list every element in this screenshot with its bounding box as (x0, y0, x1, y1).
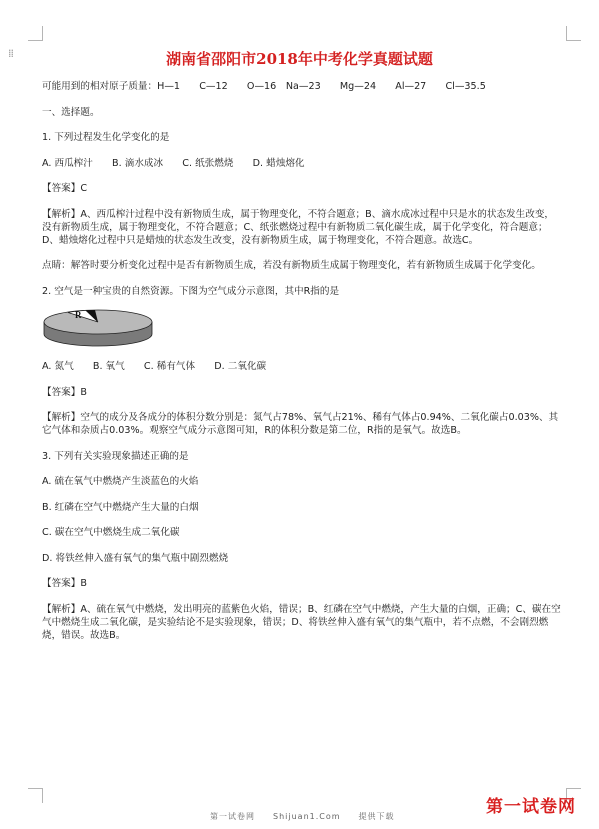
margin-corner-mark (566, 26, 581, 41)
question-2-analysis: 【解析】空气的成分及各成分的体积分数分别是：氮气占78%、氧气占21%、稀有气体占0.94%、二氧化碳占0.03%、其它气体和杂质占0.03%。观察空气成分示意图可知，R的体积分数是第二位，R指的是氧气。故选B。 (42, 412, 559, 436)
question-3-option-d: D. 将铁丝伸入盛有氧气的集气瓶中剧烈燃烧 (42, 552, 229, 564)
question-2-options: A. 氮气 B. 氧气 C. 稀有气体 D. 二氧化碳 (42, 361, 267, 372)
question-3-option-b: B. 红磷在空气中燃烧产生大量的白烟 (42, 501, 199, 513)
question-3-stem: 3. 下列有关实验现象描述正确的是 (42, 450, 189, 462)
page-footer: 第一试卷网 Shijuan1.Com 提供下载 (210, 812, 395, 821)
site-logo: 第一试卷网 (486, 797, 576, 817)
question-1-stem: 1. 下列过程发生化学变化的是 (42, 132, 170, 143)
question-3-option-a: A. 硫在氧气中燃烧产生淡蓝色的火焰 (42, 476, 199, 487)
question-1-answer: 【答案】C (42, 183, 88, 194)
section-heading: 一、选择题。 (42, 106, 100, 118)
question-1-options: A. 西瓜榨汁 B. 滴水成冰 C. 纸张燃烧 D. 蜡烛熔化 (42, 157, 305, 169)
question-1-analysis: 【解析】A、西瓜榨汁过程中没有新物质生成，属于物理变化，不符合题意；B、滴水成冰过程中只是水的状态发生改变，没有新物质生成，属于物理变化，不符合题意；C、纸张燃烧过程中有新物质二氧化碳生成，属于化学变化，符合题意；D、蜡烛熔化过程中只是蜡烛的状态发生改变，没有新物质生成，属于物理变化，不符合题意。故选C。 (42, 208, 555, 246)
page-title: 湖南省邵阳市2018年中考化学真题试题 (166, 50, 433, 68)
margin-corner-mark (28, 788, 43, 803)
question-1-tip: 点睛：解答时要分析变化过程中是否有新物质生成，若没有新物质生成属于物理变化，若有新物质生成属于化学变化。 (42, 260, 541, 271)
margin-corner-mark (28, 26, 43, 41)
question-3-answer: 【答案】B (42, 578, 87, 589)
drag-handle-icon[interactable]: ⁞⁞ (8, 47, 13, 60)
pie-label-r: R (75, 310, 82, 320)
question-3-option-c: C. 碳在空气中燃烧生成二氧化碳 (42, 527, 180, 538)
air-composition-figure (42, 308, 154, 350)
atomic-masses-line: 可能用到的相对原子质量：H—1 C—12 O—16 Na—23 Mg—24 Al—27 Cl—35.5 (42, 81, 486, 92)
question-2-answer: 【答案】B (42, 386, 87, 398)
question-2-stem: 2. 空气是一种宝贵的自然资源。下图为空气成分示意图，其中R指的是 (42, 285, 340, 297)
question-3-analysis: 【解析】A、硫在氧气中燃烧，发出明亮的蓝紫色火焰，错误；B、红磷在空气中燃烧，产生大量的白烟，正确；C、碳在空气中燃烧生成二氧化碳，是实验结论不是实验现象，错误；D、将铁丝伸入盛有氧气的集气瓶中，若不点燃，不会剧烈燃烧，错误。故选B。 (42, 603, 561, 641)
document-body (42, 80, 562, 642)
